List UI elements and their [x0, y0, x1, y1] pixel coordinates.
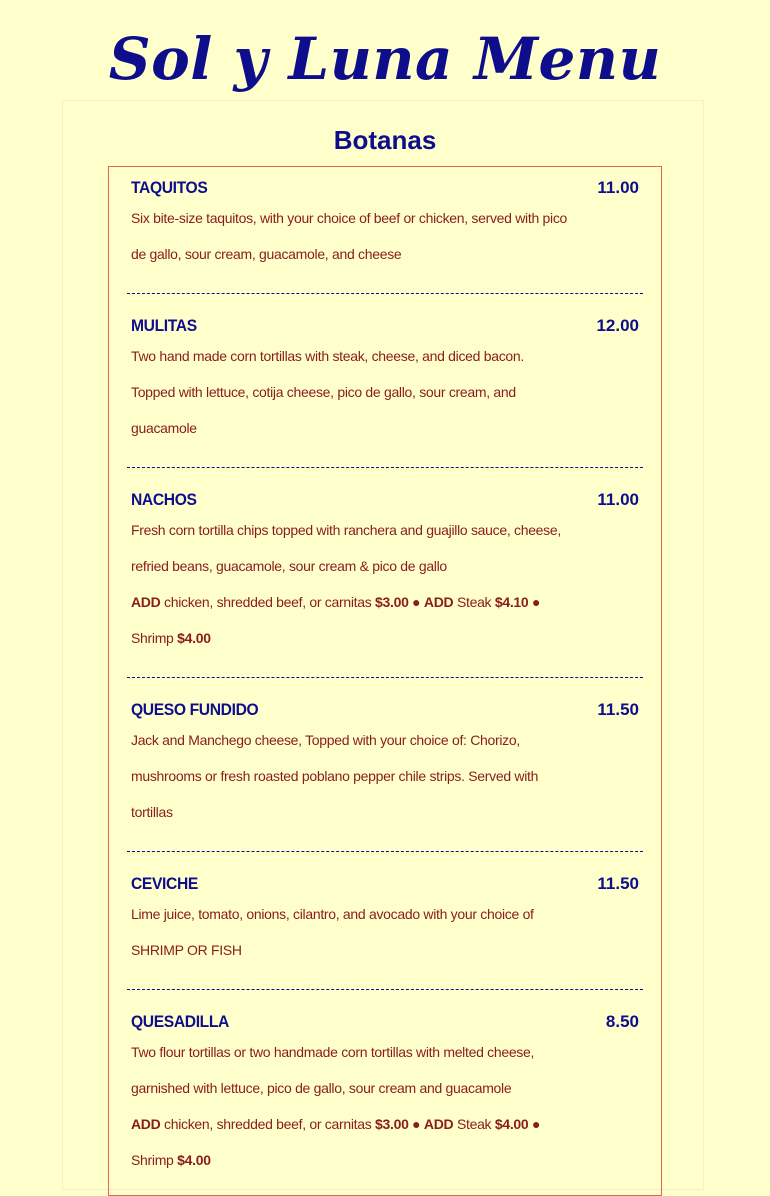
item-divider [127, 293, 643, 294]
bullet-separator: ● [528, 594, 541, 610]
addon-price: $4.10 [494, 594, 529, 610]
bullet-separator: ● [528, 1116, 541, 1132]
page-title: Sol y Luna Menu [108, 25, 662, 93]
item-name: MULITAS [131, 316, 197, 335]
item-divider [127, 851, 643, 852]
item-price: 8.50 [605, 1012, 639, 1031]
item-description: Jack and Manchego cheese, Topped with your choice of: Chorizo, mushrooms or fresh roasted poblano pepper chile strips. Served with tortillas [131, 732, 539, 820]
item-price: 11.00 [597, 490, 639, 509]
addon-text: Steak [453, 594, 495, 610]
menu-items-box [108, 166, 662, 1196]
item-name: QUESADILLA [131, 1012, 229, 1031]
addon-text: chicken, shredded beef, or carnitas [160, 594, 376, 610]
addon-text: Shrimp [131, 1152, 178, 1168]
item-name: NACHOS [131, 490, 197, 509]
item-description: Lime juice, tomato, onions, cilantro, and avocado with your choice of SHRIMP OR FISH [131, 906, 534, 958]
item-price: 12.00 [596, 316, 639, 335]
addon-price: $3.00 [375, 594, 409, 610]
addon-price: $4.00 [177, 1152, 211, 1168]
addon-price: $4.00 [494, 1116, 529, 1132]
addon-text: Shrimp [131, 630, 178, 646]
item-price: 11.50 [597, 700, 639, 719]
addon-price: $4.00 [177, 630, 211, 646]
item-description [131, 1034, 571, 1178]
item-name: QUESO FUNDIDO [131, 700, 259, 719]
item-description [131, 512, 571, 656]
item-price: 11.50 [597, 874, 639, 893]
addon-add-label: ADD [131, 1116, 161, 1132]
section-title-botanas: Botanas [333, 125, 437, 155]
item-divider [127, 989, 643, 990]
item-name: CEVICHE [131, 874, 198, 893]
addon-text: Steak [453, 1116, 495, 1132]
addon-text: chicken, shredded beef, or carnitas [160, 1116, 376, 1132]
item-description: Six bite-size taquitos, with your choice of beef or chicken, served with pico de gallo, sour cream, guacamole, and cheese [131, 210, 568, 262]
item-divider [127, 677, 643, 678]
item-description: Two hand made corn tortillas with steak, cheese, and diced bacon. Topped with lettuce, cotija cheese, pico de gallo, sour cream, and guacamole [131, 348, 524, 436]
addon-add-label: ADD [423, 594, 454, 610]
addon-add-label: ADD [423, 1116, 454, 1132]
item-name: TAQUITOS [131, 178, 208, 197]
item-price: 11.00 [597, 178, 639, 197]
item-description-text: Two flour tortillas or two handmade corn tortillas with melted cheese, garnished with lettuce, pico de gallo, sour cream and guacamole [131, 1044, 535, 1096]
item-divider [127, 467, 643, 468]
addon-price: $3.00 [375, 1116, 409, 1132]
bullet-separator: ● [408, 594, 424, 610]
item-description-text: Fresh corn tortilla chips topped with ranchera and guajillo sauce, cheese, refried beans, guacamole, sour cream & pico de gallo [131, 522, 561, 574]
addon-add-label: ADD [131, 594, 161, 610]
bullet-separator: ● [408, 1116, 424, 1132]
